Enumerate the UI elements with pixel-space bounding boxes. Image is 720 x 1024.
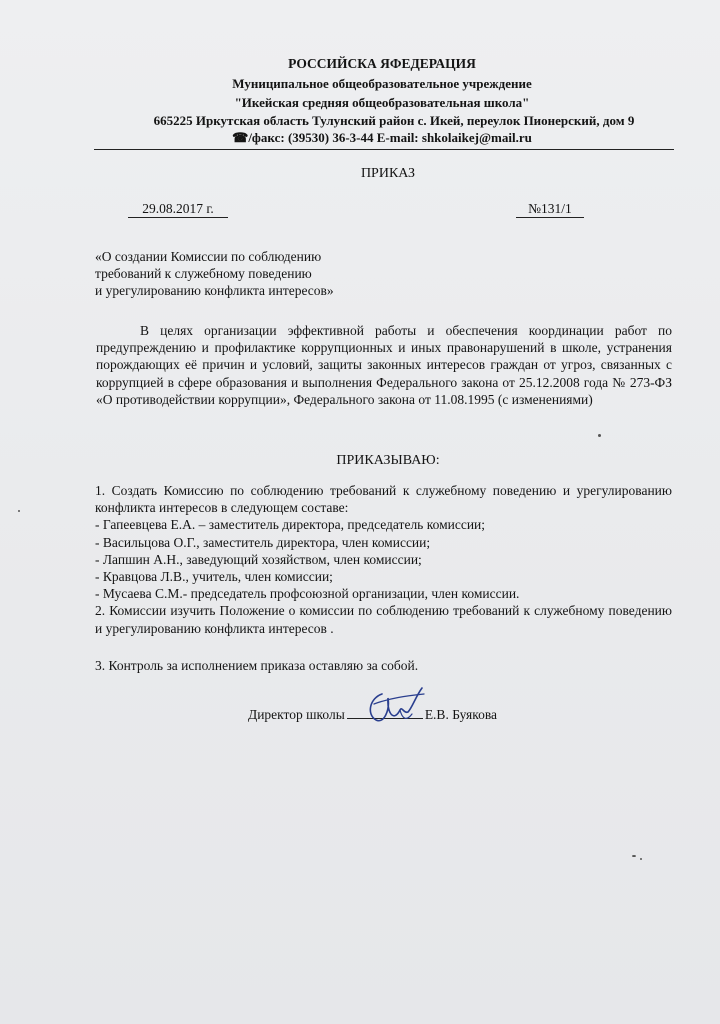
header-institution-type: Муниципальное общеобразовательное учреждение <box>232 76 532 91</box>
member-line: - Гапеевцева Е.А. – заместитель директора, председатель комиссии; <box>95 517 486 533</box>
handwritten-signature <box>360 684 440 728</box>
paper-speck <box>640 858 642 860</box>
signatory-name: Е.В. Буякова <box>424 707 498 722</box>
header-country: РОССИЙСКА ЯФЕДЕРАЦИЯ <box>288 56 476 71</box>
document-number: №131/1 <box>516 201 584 218</box>
subject-line: «О создании Комиссии по соблюдению <box>95 249 322 264</box>
document-subject <box>95 248 334 299</box>
order-heading: ПРИКАЗЫВАЮ: <box>336 453 440 468</box>
paper-speck <box>598 434 601 437</box>
signatory-title: Директор школы <box>248 707 345 722</box>
member-line: - Васильцова О.Г., заместитель директора, член комиссии; <box>95 534 431 550</box>
paper-speck <box>18 510 20 512</box>
header-contacts: ☎/факс: (39530) 36-3-44 E-mail: shkolaikej@mail.ru <box>232 130 532 145</box>
order-item-3: 3. Контроль за исполнением приказа оставляю за собой. <box>95 658 419 673</box>
preamble-paragraph: В целях организации эффективной работы и обеспечения координации работ по предупреждению и профилактике коррупционных и иных правонарушений в школе, устранения порождающих её причин и условий, защиты законных интересов граждан от угроз, связанных с коррупцией в сфере образования и выполнения Федерального закона от 25.12.2008 года № 273-ФЗ «О противодействии коррупции», Федерального закона от 11.08.1995 (с изменениями) <box>96 323 672 407</box>
member-line: - Лапшин А.Н., заведующий хозяйством, член комиссии; <box>95 551 422 567</box>
document-title: ПРИКАЗ <box>360 166 416 181</box>
header-divider <box>94 149 674 150</box>
subject-line: и урегулированию конфликта интересов» <box>95 283 334 298</box>
header-institution-name: "Икейская средняя общеобразовательная школа" <box>234 95 530 110</box>
member-line: - Кравцова Л.В., учитель, член комиссии; <box>95 569 333 585</box>
paper-speck <box>632 855 636 857</box>
document-date: 29.08.2017 г. <box>128 201 228 218</box>
subject-line: требований к служебному поведению <box>95 266 312 281</box>
order-items <box>95 482 672 637</box>
order-item-1: 1. Создать Комиссию по соблюдению требований к служебному поведению и урегулированию конфликта интересов в следующем составе: <box>95 483 672 516</box>
member-line: - Мусаева С.М.- председатель профсоюзной организации, член комиссии. <box>95 586 520 602</box>
order-item-2: 2. Комиссии изучить Положение о комиссии по соблюдению требований к служебному поведению и урегулированию конфликта интересов . <box>95 603 672 636</box>
header-address: 665225 Иркутская область Тулунский район с. Икей, переулок Пионерский, дом 9 <box>153 113 635 128</box>
